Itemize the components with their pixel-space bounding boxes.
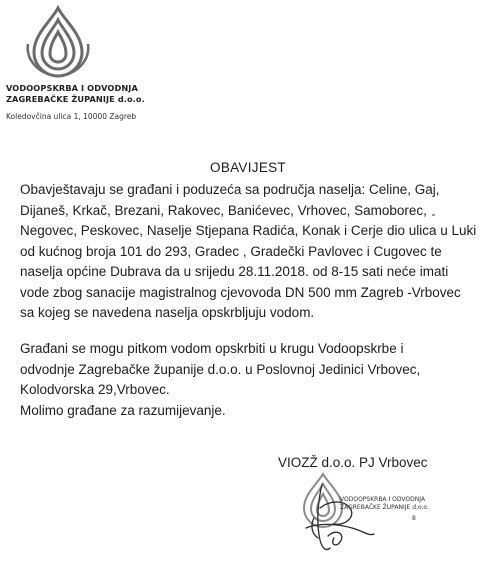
notice-title: OBAVIJEST [210, 160, 286, 175]
paragraph-line: vode zbog sanacije magistralnog cjevovoda DN 500 mm Zagreb -Vrbovec [20, 284, 461, 300]
stamp-number: 8 [412, 515, 416, 522]
company-logo [22, 4, 94, 80]
paragraph-line: Građani se mogu pitkom vodom opskrbiti u krugu Vodoopskrbe i [20, 341, 404, 356]
organization-name [6, 83, 145, 104]
org-name-line-1: VODOOPSKRBA I ODVODNJA [6, 83, 138, 93]
paragraph-line: Molimo građane za razumijevanje. [20, 403, 226, 418]
paragraph-line: Kolodvorska 29,Vrbovec. [20, 382, 170, 397]
paragraph-line: sa kojeg se navedena naselja opskrbljuju vodom. [20, 305, 315, 320]
paragraph-line: odvodnje Zagrebačke županije d.o.o. u Poslovnoj Jedinici Vrbovec, [20, 361, 421, 377]
stamp-line-1: VODOOPSKRBA I ODVODNJA [340, 496, 425, 503]
signer-name: VIOZŽ d.o.o. PJ Vrbovec [278, 455, 428, 470]
paragraph-line: od kućnog broja 101 do 293, Gradec , Gradečki Pavlovec i Cugovec te [20, 243, 442, 259]
paragraph-line: Negovec, Peskovec, Naselje Stjepana Radića, Konak i Cerje dio ulica u Luki [20, 223, 477, 238]
paragraph-line: Obavještavaju se građani i poduzeća sa područja naselja: Celine, Gaj, [20, 182, 440, 197]
organization-address: Koledovčina ulica 1, 10000 Zagreb [6, 112, 137, 121]
handwritten-signature [300, 478, 380, 556]
notice-paragraph-2 [20, 339, 488, 401]
notice-paragraph-3 [20, 401, 488, 422]
paragraph-line: naselja općine Dubrava da u srijedu 28.11.2018. od 8-15 sati neće imati [20, 264, 449, 279]
scan-speck [432, 214, 435, 216]
org-name-line-2: ZAGREBAČKE ŽUPANIJE d.o.o. [6, 93, 145, 104]
notice-paragraph-1 [20, 180, 488, 324]
paragraph-line: Dijaneš, Krkač, Brezani, Rakovec, Banićevec, Vrhovec, Samoborec, [20, 202, 427, 218]
stamp-line-2: ZAGREBAČKE ŽUPANIJE d.o.o. [340, 503, 429, 511]
